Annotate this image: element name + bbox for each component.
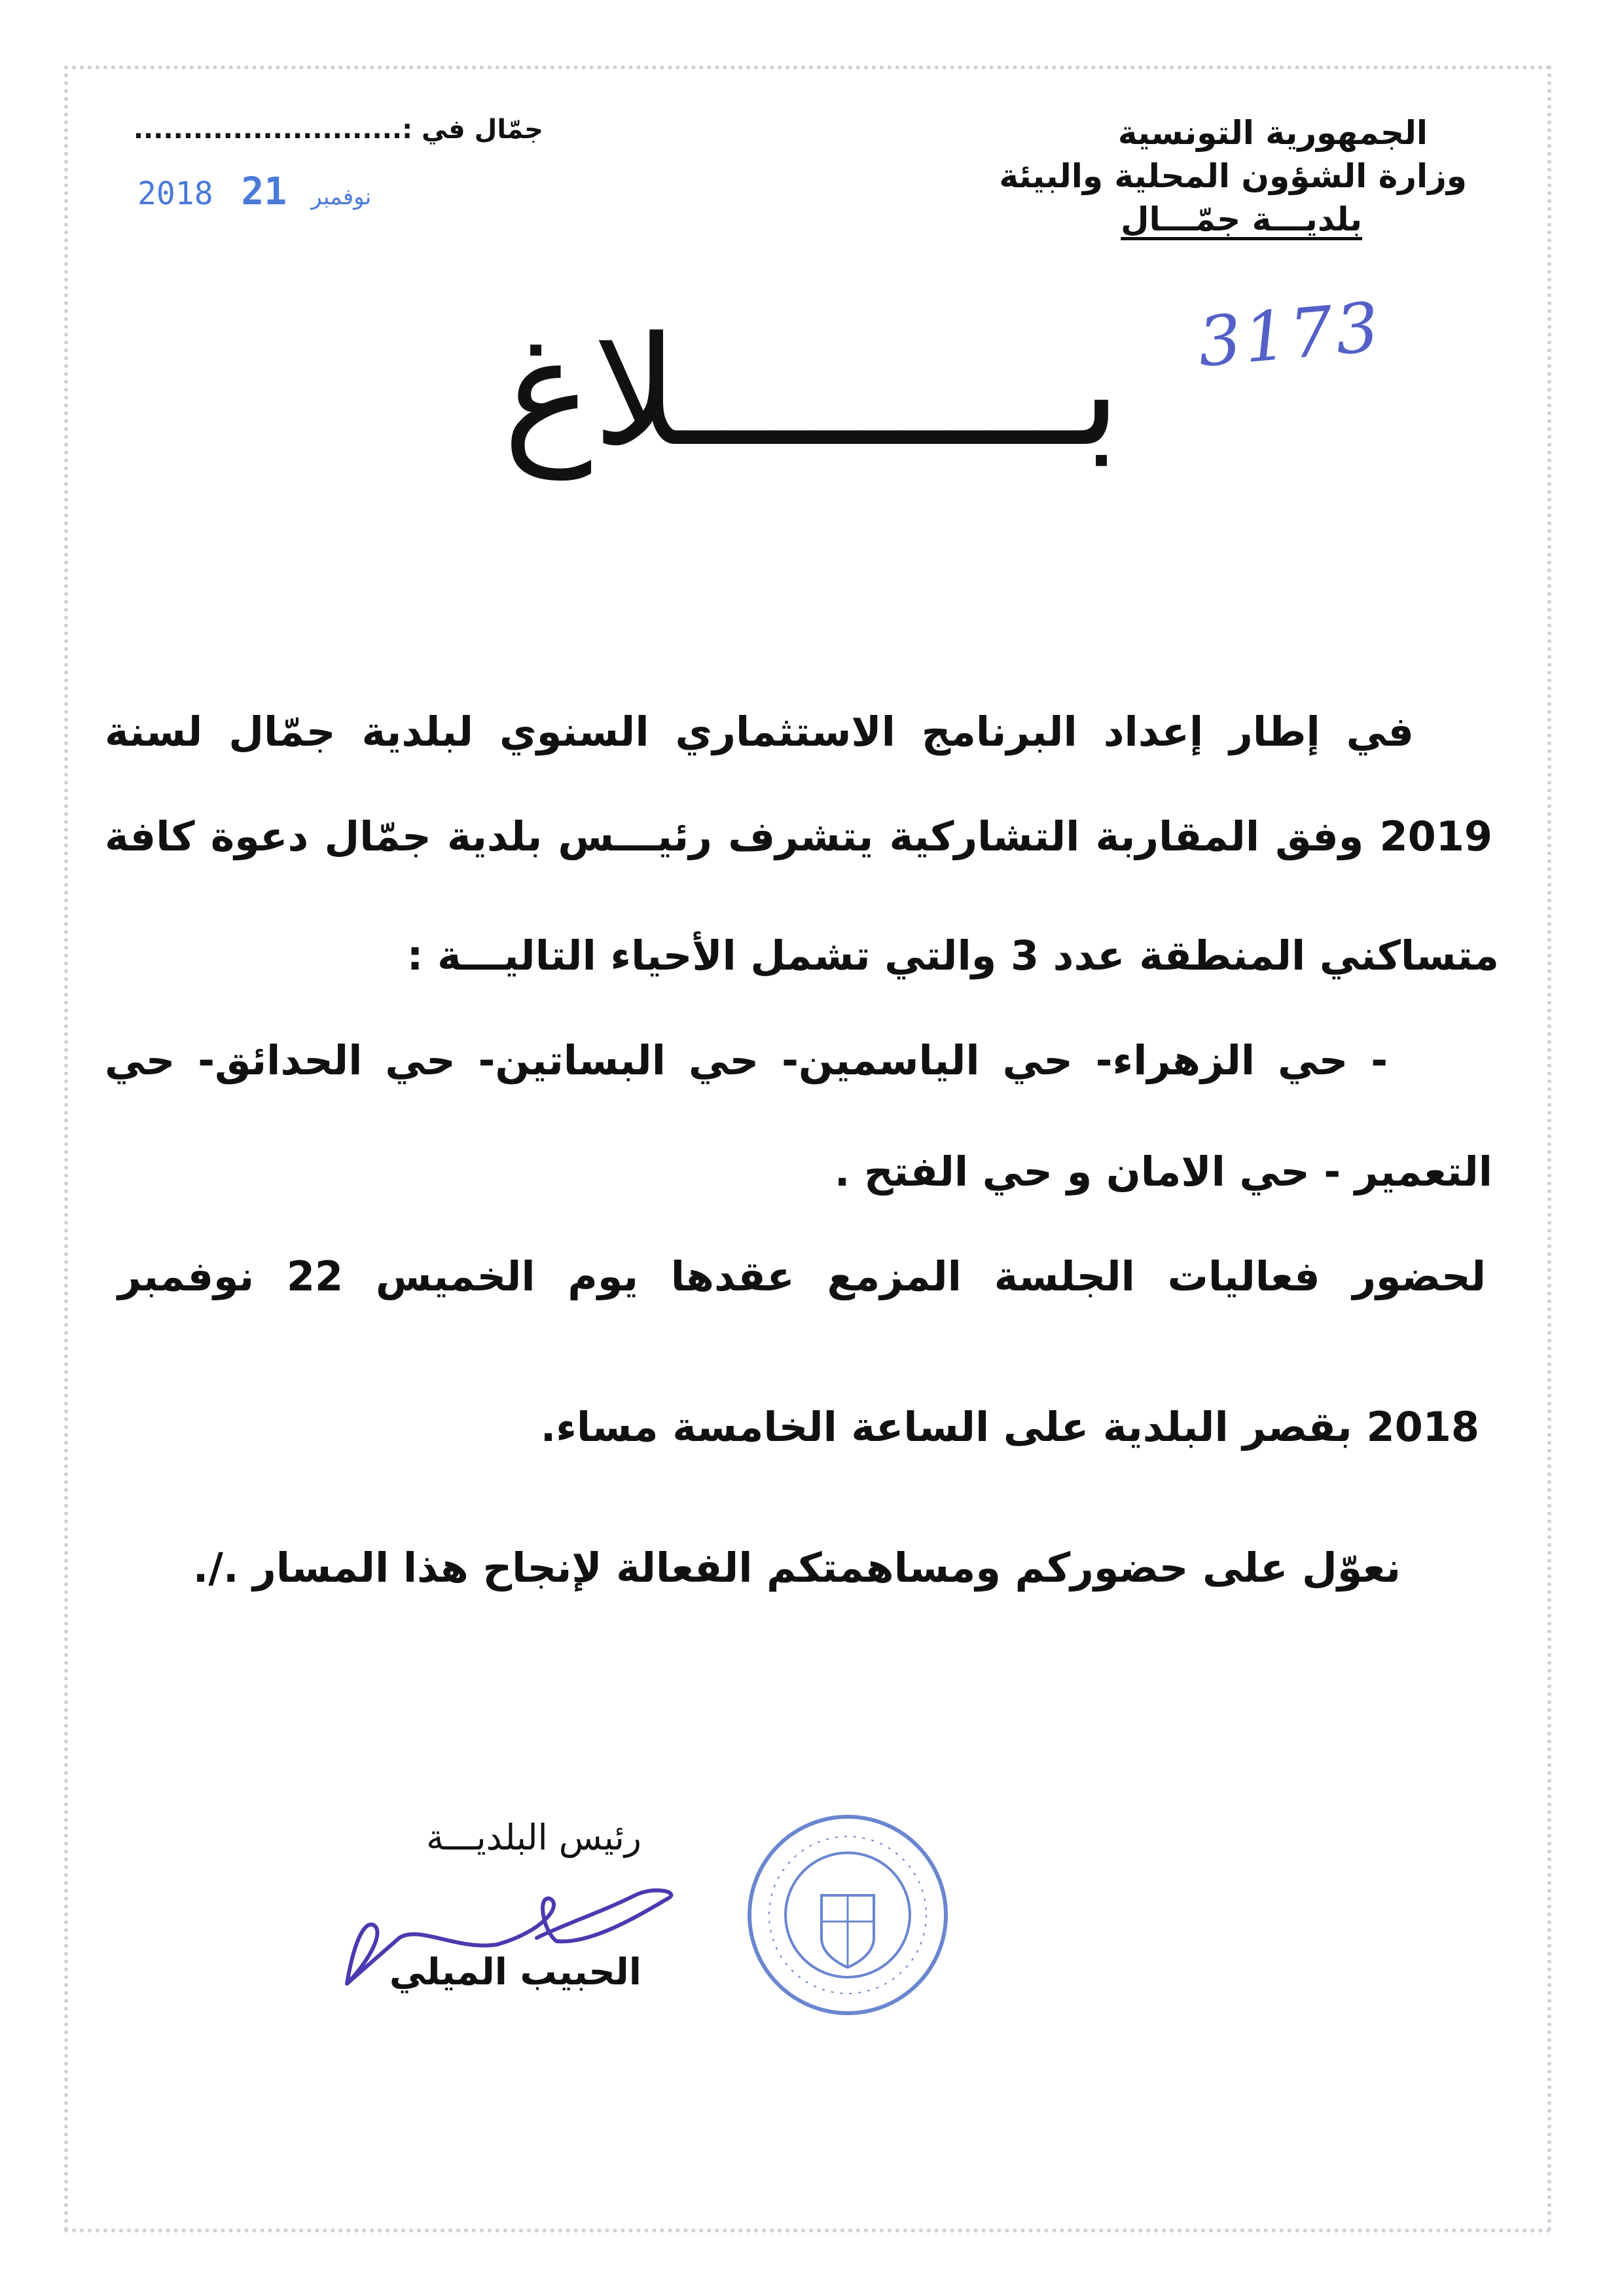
- document-title: بـــــــــلاغ: [503, 305, 1121, 480]
- place-date-line: جمّال في :...........................: [133, 115, 543, 145]
- signatory-name: الحبيب الميلي: [389, 1951, 641, 1994]
- ministry-name: وزارة الشؤون المحلية والبيئة: [999, 157, 1467, 195]
- body-line-3: متساكني المنطقة عدد 3 والتي تشمل الأحياء التاليـــة :: [406, 932, 1499, 979]
- republic-name: الجمهورية التونسية: [1117, 114, 1428, 152]
- municipality-name: بلديـــة جمّـــال: [1121, 200, 1362, 238]
- body-line-1: في إطار إعداد البرنامج الاستثماري السنوي لبلدية جمّال لسنة: [105, 708, 1414, 756]
- date-stamp: [137, 169, 376, 213]
- body-line-7: 2018 بقصر البلدية على الساعة الخامسة مساء.: [540, 1403, 1479, 1451]
- body-line-5: التعمير - حي الامان و حي الفتح .: [834, 1148, 1492, 1195]
- stamp-day: 21: [241, 169, 287, 213]
- stamp-month: نوفمبر: [311, 184, 372, 210]
- letterhead: [878, 111, 1467, 241]
- stamp-year: 2018: [137, 175, 213, 212]
- official-seal: [740, 1807, 956, 2023]
- signature-title: رئيس البلديـــة: [426, 1817, 641, 1858]
- body-line-6: لحضور فعاليات الجلسة المزمع عقدها يوم الخميس 22 نوفمبر: [118, 1252, 1486, 1300]
- body-line-4: - حي الزهراء- حي الياسمين- حي البساتين- حي الحدائق- حي: [105, 1036, 1388, 1084]
- reference-number: 3173: [1195, 287, 1385, 382]
- closing-line: نعوّل على حضوركم ومساهمتكم الفعالة لإنجاح هذا المسار ./.: [192, 1544, 1401, 1592]
- body-line-2: 2019 وفق المقاربة التشاركية يتشرف رئيـــس بلدية جمّال دعوة كافة: [105, 812, 1492, 860]
